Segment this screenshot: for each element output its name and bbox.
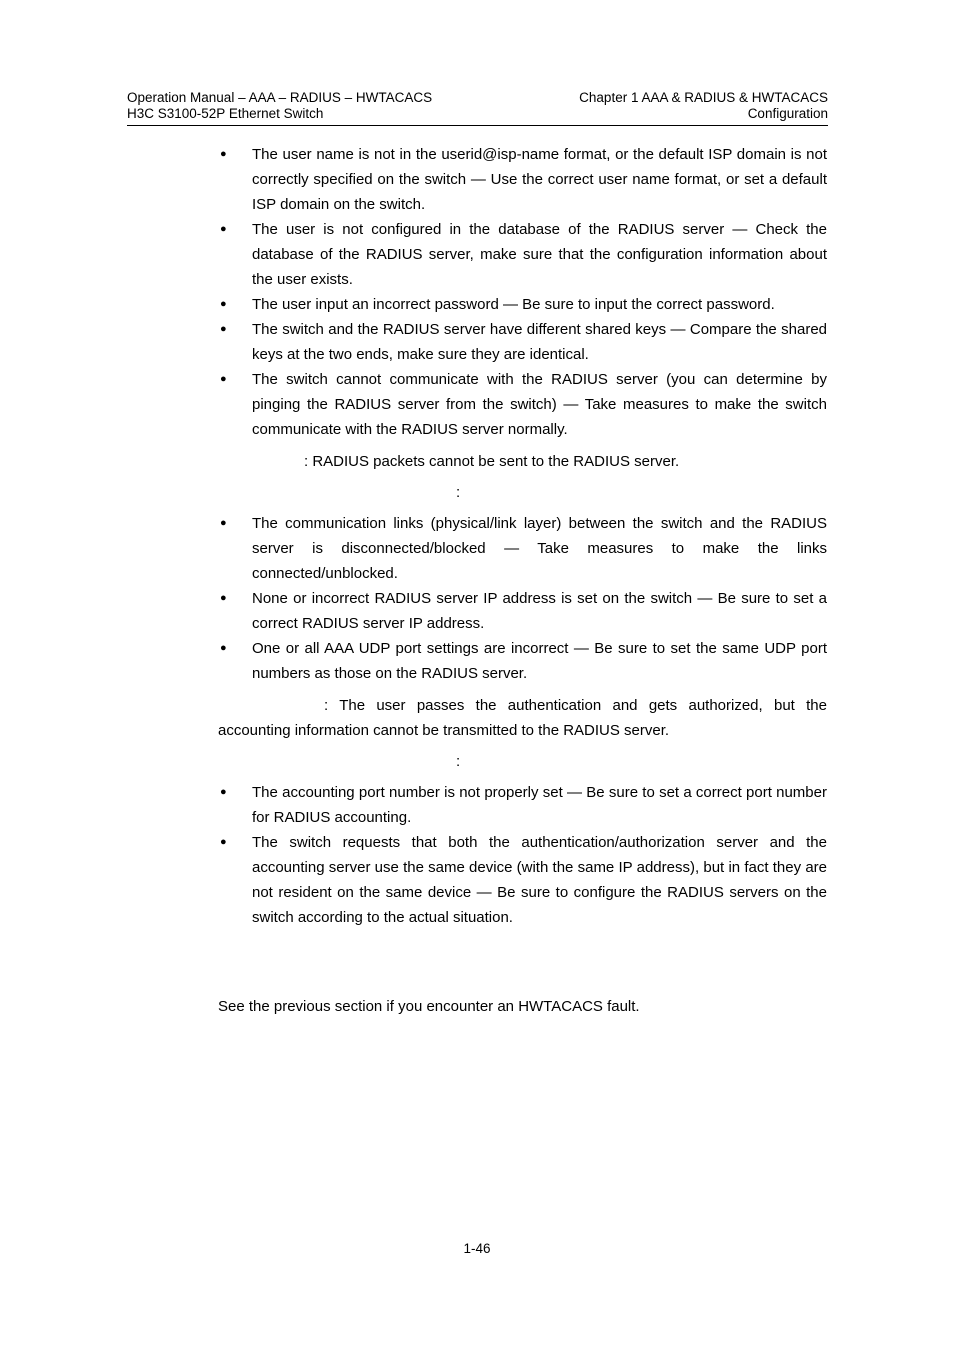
solution-3-text: : [456,753,461,770]
bullet-icon: ● [220,223,227,235]
symptom-3 [218,693,827,743]
list-item-text: The user is not configured in the database of the RADIUS server — Check the database of the RADIUS server, make sure that the configuration information about the user exists. [252,221,827,288]
cause-list-1 [218,142,827,442]
list-item [218,636,827,686]
list-item-text: The switch and the RADIUS server have different shared keys — Compare the shared keys at the two ends, make sure they are identical. [252,321,827,363]
list-item [218,317,827,367]
list-item-text: The communication links (physical/link layer) between the switch and the RADIUS server is disconnected/blocked — Take measures to make the links connected/unblocked. [252,515,827,582]
list-item [218,511,827,586]
hwtacacs-note: See the previous section if you encounter an HWTACACS fault. [218,998,640,1015]
list-item-text: The accounting port number is not properly set — Be sure to set a correct port number for RADIUS accounting. [252,784,827,826]
symptom-2-text: : RADIUS packets cannot be sent to the RADIUS server. [304,453,680,470]
bullet-icon: ● [220,786,227,798]
solution-3 [218,749,827,774]
list-item [218,586,827,636]
bullet-icon: ● [220,323,227,335]
manual-title: Operation Manual – AAA – RADIUS – HWTACACS [127,90,433,105]
symptom-3-text: : The user passes the authentication and gets authorized, but the accounting information cannot be transmitted to the RADIUS server. [218,697,827,739]
page-header [127,90,828,126]
header-right [579,90,828,122]
list-item [218,142,827,217]
cause-list-2 [218,511,827,686]
list-item [218,367,827,442]
cause-list-3 [218,780,827,930]
solution-2 [218,480,827,505]
bullet-icon: ● [220,642,227,654]
list-item-text: The switch requests that both the authentication/authorization server and the accounting server use the same device (with the same IP address), but in fact they are not resident on the same device — Be sure to configure the RADIUS servers on the switch according to the actual situation. [252,834,827,926]
bullet-icon: ● [220,836,227,848]
page-number: 1-46 [463,1241,491,1256]
bullet-icon: ● [220,298,227,310]
bullet-icon: ● [220,592,227,604]
bullet-icon: ● [220,148,227,160]
section-name: Configuration [747,106,828,121]
symptom-2 [218,449,827,474]
solution-2-text: : [456,484,461,501]
list-item [218,217,827,292]
page-body [218,142,827,1019]
chapter-title: Chapter 1 AAA & RADIUS & HWTACACS [579,90,828,105]
list-item-text: None or incorrect RADIUS server IP address is set on the switch — Be sure to set a correct RADIUS server IP address. [252,590,827,632]
list-item [218,830,827,930]
list-item-text: The user name is not in the userid@isp-name format, or the default ISP domain is not correctly specified on the switch — Use the correct user name format, or set a default ISP domain on the switch. [252,146,827,213]
list-item-text: The user input an incorrect password — Be sure to input the correct password. [252,296,775,313]
list-item-text: One or all AAA UDP port settings are incorrect — Be sure to set the same UDP port numbers as those on the RADIUS server. [252,640,827,682]
list-item [218,780,827,830]
list-item [218,292,827,317]
bullet-icon: ● [220,517,227,529]
list-item-text: The switch cannot communicate with the RADIUS server (you can determine by pinging the RADIUS server from the switch) — Take measures to make the switch communicate with the RADIUS server normally. [252,371,827,438]
header-left [127,90,432,122]
product-name: H3C S3100-52P Ethernet Switch [127,106,324,121]
bullet-icon: ● [220,373,227,385]
